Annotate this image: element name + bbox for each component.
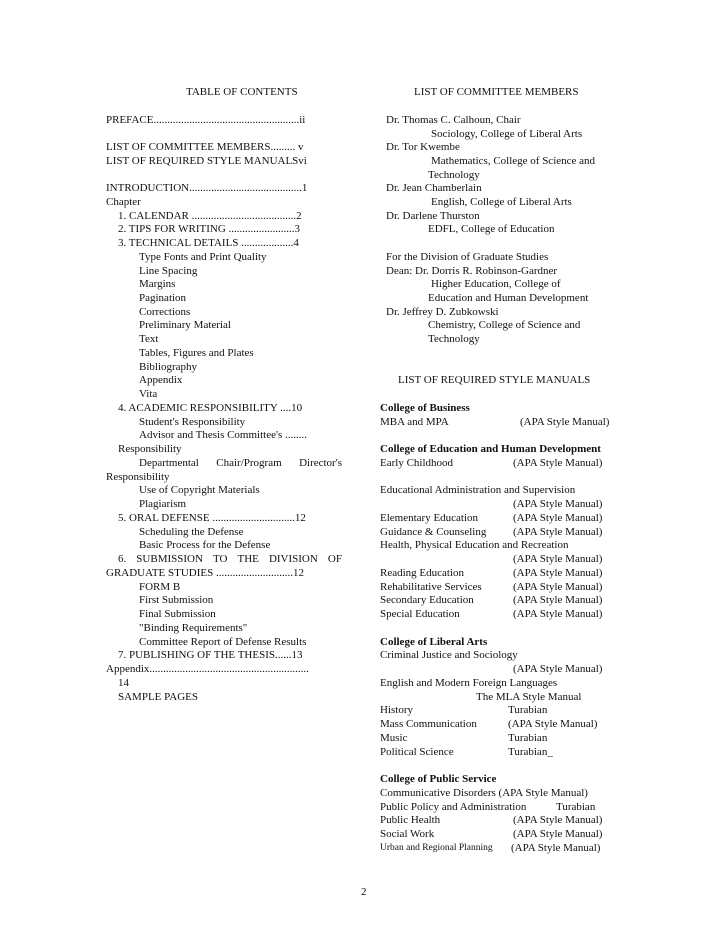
toc-line: Vita bbox=[139, 388, 158, 400]
toc-line: Type Fonts and Print Quality bbox=[139, 251, 267, 263]
toc-line: SAMPLE PAGES bbox=[118, 691, 198, 703]
program-manual: Turabian_ bbox=[508, 746, 553, 758]
toc-word: THE bbox=[237, 553, 259, 565]
toc-line: 1. CALENDAR ......................................2 bbox=[118, 210, 302, 222]
committee-affiliation: Education and Human Development bbox=[428, 292, 589, 304]
toc-line: Responsibility bbox=[106, 471, 170, 483]
program-manual: (APA Style Manual) bbox=[513, 526, 603, 538]
program-manual: (APA Style Manual) bbox=[513, 553, 603, 565]
toc-line: First Submission bbox=[139, 594, 214, 606]
program-name: Public Health bbox=[380, 814, 441, 826]
college-heading: College of Public Service bbox=[380, 773, 497, 785]
program-name: Reading Education bbox=[380, 567, 465, 579]
program-name: Elementary Education bbox=[380, 512, 479, 524]
committee-note: For the Division of Graduate Studies bbox=[386, 251, 549, 263]
program-name: History bbox=[380, 704, 413, 716]
toc-line: Scheduling the Defense bbox=[139, 526, 244, 538]
program-manual: (APA Style Manual) bbox=[520, 416, 610, 428]
program-manual: (APA Style Manual) bbox=[513, 663, 603, 675]
committee-affiliation: Mathematics, College of Science and bbox=[431, 155, 596, 167]
toc-word: Director's bbox=[299, 457, 342, 469]
program-name: Rehabilitative Services bbox=[380, 581, 482, 593]
toc-line: Preliminary Material bbox=[139, 319, 231, 331]
program-manual: (APA Style Manual) bbox=[513, 594, 603, 606]
program-manual: (APA Style Manual) bbox=[513, 608, 603, 620]
committee-member: Dr. Jean Chamberlain bbox=[386, 182, 482, 194]
program-manual: (APA Style Manual) bbox=[513, 814, 603, 826]
program-manual: (APA Style Manual) bbox=[513, 498, 603, 510]
toc-line: PREFACE.....................................................ii bbox=[106, 114, 306, 126]
program-manual: Turabian bbox=[508, 732, 548, 744]
program-manual: (APA Style Manual) bbox=[513, 512, 603, 524]
committee-member: Dr. Thomas C. Calhoun, Chair bbox=[386, 114, 521, 126]
toc-line: Tables, Figures and Plates bbox=[139, 347, 254, 359]
toc-title: TABLE OF CONTENTS bbox=[186, 86, 298, 98]
toc-line: Basic Process for the Defense bbox=[139, 539, 271, 551]
toc-line-justified bbox=[118, 553, 342, 566]
toc-line: Student's Responsibility bbox=[139, 416, 246, 428]
program-manual: (APA Style Manual) bbox=[513, 567, 603, 579]
program-name: Mass Communication bbox=[380, 718, 477, 730]
toc-word: 6. bbox=[118, 553, 127, 565]
toc-line: LIST OF COMMITTEE MEMBERS......... v bbox=[106, 141, 304, 153]
committee-affiliation: EDFL, College of Education bbox=[428, 223, 555, 235]
committee-affiliation: Higher Education, College of bbox=[431, 278, 561, 290]
toc-line: "Binding Requirements" bbox=[139, 622, 248, 634]
toc-line: 4. ACADEMIC RESPONSIBILITY ....10 bbox=[118, 402, 303, 414]
program-name: MBA and MPA bbox=[380, 416, 449, 428]
committee-affiliation: English, College of Liberal Arts bbox=[431, 196, 572, 208]
program-manual: (APA Style Manual) bbox=[513, 828, 603, 840]
program-manual: Turabian bbox=[556, 801, 596, 813]
toc-line: 7. PUBLISHING OF THE THESIS......13 bbox=[118, 649, 303, 661]
program-manual: (APA Style Manual) bbox=[513, 581, 603, 593]
toc-word: OF bbox=[327, 553, 342, 565]
committee-affiliation: Chemistry, College of Science and bbox=[428, 319, 581, 331]
toc-line: Advisor and Thesis Committee's ........ bbox=[139, 429, 307, 441]
toc-line: Plagiarism bbox=[139, 498, 187, 510]
toc-word: Departmental bbox=[139, 457, 199, 469]
toc-line: Appendix.......................................................... bbox=[106, 663, 309, 675]
toc-line: 14 bbox=[118, 677, 129, 689]
page-number: 2 bbox=[361, 886, 367, 898]
program-name: Secondary Education bbox=[380, 594, 474, 606]
program-name: Health, Physical Education and Recreation bbox=[380, 539, 569, 551]
program-manual: The MLA Style Manual bbox=[476, 691, 582, 703]
program-name: Special Education bbox=[380, 608, 460, 620]
toc-line: Margins bbox=[139, 278, 176, 290]
program-name: Communicative Disorders (APA Style Manual) bbox=[380, 787, 588, 799]
committee-member: Dr. Darlene Thurston bbox=[386, 210, 480, 222]
toc-line: Appendix bbox=[139, 374, 183, 386]
committee-title: LIST OF COMMITTEE MEMBERS bbox=[414, 86, 579, 98]
program-name: Political Science bbox=[380, 746, 454, 758]
toc-word: TO bbox=[212, 553, 228, 565]
toc-line: GRADUATE STUDIES ............................12 bbox=[106, 567, 304, 579]
committee-affiliation: Technology bbox=[428, 333, 480, 345]
college-heading: College of Liberal Arts bbox=[380, 636, 488, 648]
toc-line-justified bbox=[139, 457, 342, 470]
toc-line: Pagination bbox=[139, 292, 187, 304]
manuals-title: LIST OF REQUIRED STYLE MANUALS bbox=[398, 374, 591, 386]
toc-line: LIST OF REQUIRED STYLE MANUALSvi bbox=[106, 155, 307, 167]
toc-line: Final Submission bbox=[139, 608, 216, 620]
toc-line: Chapter bbox=[106, 196, 141, 208]
committee-member: Dean: Dr. Dorris R. Robinson-Gardner bbox=[386, 265, 558, 277]
toc-line: Use of Copyright Materials bbox=[139, 484, 260, 496]
program-name: Public Policy and Administration bbox=[380, 801, 527, 813]
committee-member: Dr. Tor Kwembe bbox=[386, 141, 460, 153]
committee-affiliation: Technology bbox=[428, 169, 480, 181]
committee-member: Dr. Jeffrey D. Zubkowski bbox=[386, 306, 499, 318]
program-manual: Turabian bbox=[508, 704, 548, 716]
toc-line: FORM B bbox=[139, 581, 181, 593]
toc-line: Corrections bbox=[139, 306, 191, 318]
program-name: English and Modern Foreign Languages bbox=[380, 677, 558, 689]
toc-line: 2. TIPS FOR WRITING ........................3 bbox=[118, 223, 301, 235]
college-heading: College of Business bbox=[380, 402, 470, 414]
toc-line: Responsibility bbox=[118, 443, 182, 455]
toc-line: 3. TECHNICAL DETAILS ...................4 bbox=[118, 237, 299, 249]
program-name: Social Work bbox=[380, 828, 435, 840]
program-manual: (APA Style Manual) bbox=[511, 842, 601, 854]
toc-line: Committee Report of Defense Results bbox=[139, 636, 307, 648]
toc-word: DIVISION bbox=[268, 553, 318, 565]
toc-word: Chair/Program bbox=[216, 457, 282, 469]
college-heading: College of Education and Human Development bbox=[380, 443, 601, 455]
toc-line: Bibliography bbox=[139, 361, 198, 373]
program-name: Educational Administration and Supervision bbox=[380, 484, 576, 496]
toc-word: SUBMISSION bbox=[136, 553, 203, 565]
program-name: Guidance & Counseling bbox=[380, 526, 487, 538]
toc-line: Text bbox=[139, 333, 159, 345]
program-name: Music bbox=[380, 732, 408, 744]
toc-line: INTRODUCTION.........................................1 bbox=[106, 182, 308, 194]
toc-line: Line Spacing bbox=[139, 265, 198, 277]
program-manual: (APA Style Manual) bbox=[508, 718, 598, 730]
program-name: Criminal Justice and Sociology bbox=[380, 649, 518, 661]
program-name: Early Childhood bbox=[380, 457, 454, 469]
program-name: Urban and Regional Planning bbox=[380, 843, 493, 853]
committee-affiliation: Sociology, College of Liberal Arts bbox=[431, 128, 583, 140]
toc-line: 5. ORAL DEFENSE ..............................12 bbox=[118, 512, 306, 524]
program-manual: (APA Style Manual) bbox=[513, 457, 603, 469]
